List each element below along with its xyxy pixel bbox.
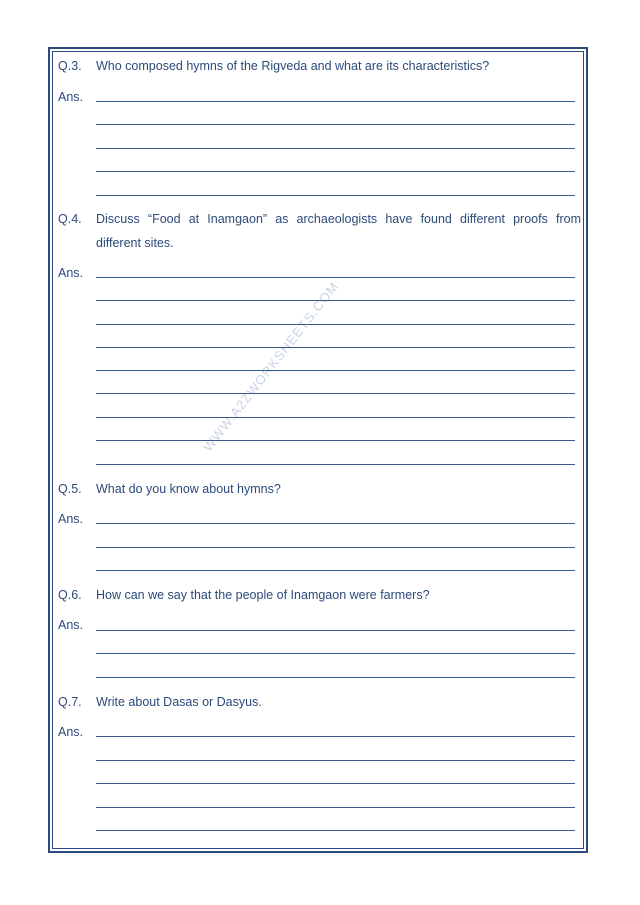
answer-line[interactable] — [96, 417, 575, 418]
answer-label: Ans. — [58, 512, 84, 526]
question-number: Q.4. — [58, 212, 82, 226]
answer-line[interactable] — [96, 347, 575, 348]
answer-line[interactable] — [96, 547, 575, 548]
answer-label: Ans. — [58, 266, 84, 280]
answer-line[interactable] — [96, 736, 575, 737]
question-number: Q.5. — [58, 482, 82, 496]
answer-line[interactable] — [96, 370, 575, 371]
answer-line[interactable] — [96, 277, 575, 278]
question-text: Who composed hymns of the Rigveda and what are its characteristics? — [96, 59, 490, 73]
answer-line[interactable] — [96, 760, 575, 761]
answer-line[interactable] — [96, 148, 575, 149]
question-number: Q.7. — [58, 695, 82, 709]
question-text: What do you know about hymns? — [96, 482, 281, 496]
answer-line[interactable] — [96, 101, 575, 102]
answer-line[interactable] — [96, 570, 575, 571]
answer-line[interactable] — [96, 393, 575, 394]
question-text: Write about Dasas or Dasyus. — [96, 695, 262, 709]
answer-line[interactable] — [96, 677, 575, 678]
question-number: Q.3. — [58, 59, 82, 73]
answer-line[interactable] — [96, 523, 575, 524]
answer-line[interactable] — [96, 300, 575, 301]
question-text-continued: different sites. — [96, 236, 174, 250]
answer-label: Ans. — [58, 725, 84, 739]
answer-line[interactable] — [96, 324, 575, 325]
answer-line[interactable] — [96, 783, 575, 784]
watermark: WWW.A2ZWORKSHEETS.COM — [200, 278, 342, 455]
answer-line[interactable] — [96, 630, 575, 631]
answer-line[interactable] — [96, 830, 575, 831]
answer-line[interactable] — [96, 653, 575, 654]
question-text: Discuss “Food at Inamgaon” as archaeologists have found different proofs from — [96, 212, 581, 226]
question-text: How can we say that the people of Inamgaon were farmers? — [96, 588, 430, 602]
answer-line[interactable] — [96, 195, 575, 196]
answer-label: Ans. — [58, 90, 84, 104]
answer-line[interactable] — [96, 171, 575, 172]
answer-line[interactable] — [96, 807, 575, 808]
answer-label: Ans. — [58, 618, 84, 632]
answer-line[interactable] — [96, 124, 575, 125]
answer-line[interactable] — [96, 464, 575, 465]
question-number: Q.6. — [58, 588, 82, 602]
answer-line[interactable] — [96, 440, 575, 441]
